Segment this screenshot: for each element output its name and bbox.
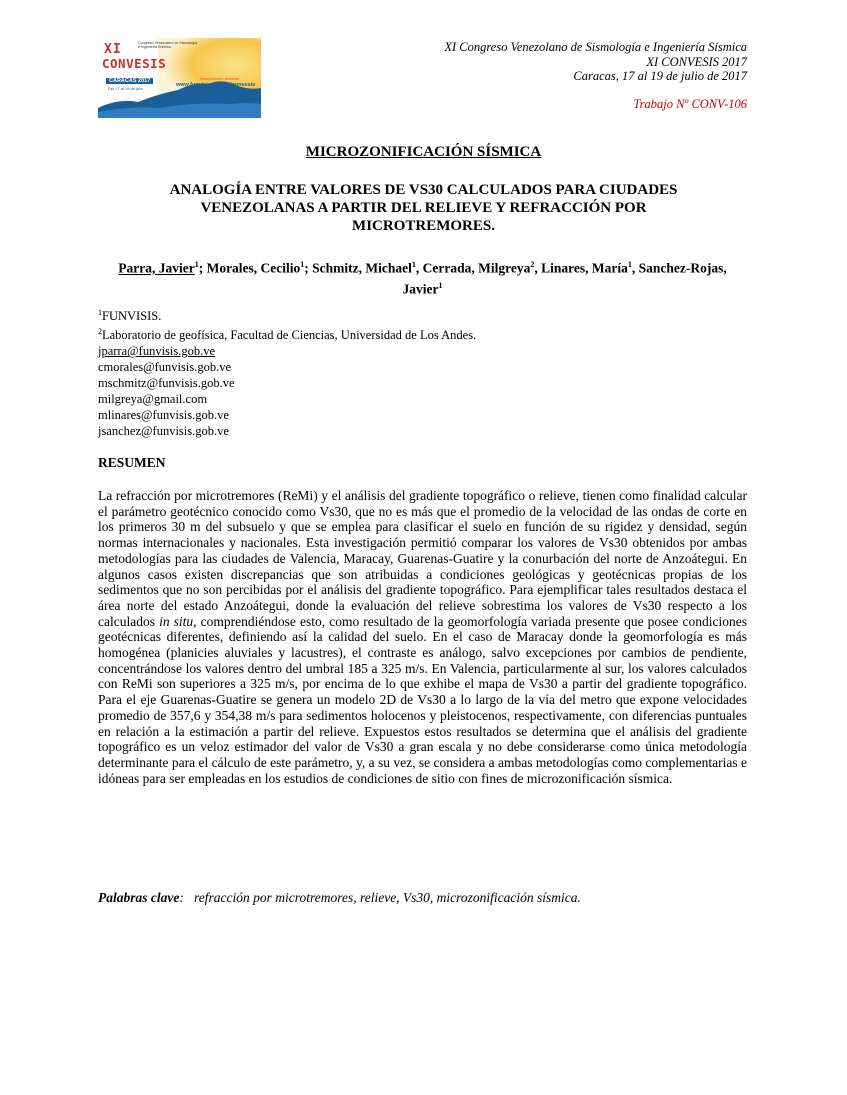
author-affiliation: 2 <box>530 260 535 269</box>
logo-name: CONVESIS <box>102 56 167 71</box>
author-name: Schmitz, Michael <box>312 260 412 276</box>
author-name: Linares, María <box>541 260 628 276</box>
author-affiliation: 1 <box>194 260 199 269</box>
paper-number: Trabajo Nº CONV-106 <box>633 97 747 111</box>
keywords-label: Palabras clave <box>98 890 180 905</box>
author-separator: ; <box>304 260 313 276</box>
email: milgreya@gmail.com <box>98 392 208 407</box>
keywords-colon: : <box>179 890 184 905</box>
logo-url: www.funvisis.gob.ve/convesis <box>176 82 256 88</box>
email: jsanchez@funvisis.gob.ve <box>98 424 229 439</box>
abstract-italic: in situ, <box>159 613 197 629</box>
abstract-body <box>98 488 747 786</box>
affiliation-text: Laboratorio de geofísica, Facultad de Ciencias, Universidad de Los Andes. <box>102 328 477 343</box>
author-name: Sanchez-Rojas, Javier <box>402 260 727 296</box>
author-affiliation: 1 <box>627 260 632 269</box>
abstract-text: La refracción por microtremores (ReMi) y el análisis del gradiente topográfico o relieve, tienen como finalidad calcular el parámetro geotécnico conocido como Vs30, que no es más que el promedio de la velocidad de las ondas de corte en los primeros 30 m del subsuelo y que se emplea para clasificar el suelo en función de su rigidez y densidad, según normas internacionales y nacionales. Esta investigación permitió comparar los valores de Vs30 obtenidos por ambas metodologías para las ciudades de Valencia, Maracay, Guarenas-Guatire y la conurbación del norte de Anzoátegui. En algunos casos existen discrepancias que son atribuidas a condiciones geológicas y geotécnicas propias de los sedimentos que no son percibidas por el análisis del gradiente topográfico. Para ejemplificar tales resultados destaca el área norte del estado Anzoátegui, donde la evaluación del relieve sobrestima los valores de Vs30 respecto a los calculados <box>98 488 747 629</box>
header-line-1: XI Congreso Venezolano de Sismología e Ingeniería Sísmica <box>444 40 747 54</box>
logo-xi: XI <box>104 42 122 57</box>
author-separator: , <box>631 260 639 276</box>
author-separator: ; <box>198 260 207 276</box>
affiliation-number: 2 <box>98 327 102 337</box>
email: mlinares@funvisis.gob.ve <box>98 408 229 423</box>
keywords-line <box>98 890 581 906</box>
abstract-heading: RESUMEN <box>98 455 166 470</box>
author-separator: , <box>415 260 423 276</box>
author-name: Morales, Cecilio <box>206 260 301 276</box>
author-name: Cerrada, Milgreya <box>422 260 531 276</box>
author-list <box>98 256 747 297</box>
affiliation-number: 1 <box>98 308 102 317</box>
author-affiliation: 1 <box>411 260 416 269</box>
affiliation-1 <box>98 305 476 324</box>
author-affiliation: 1 <box>300 260 305 269</box>
header-line-3: Caracas, 17 al 19 de julio de 2017 <box>573 69 747 83</box>
keywords-text: refracción por microtremores, relieve, Vs30, microzonificación sísmica. <box>193 890 581 905</box>
affiliation-text: FUNVISIS. <box>102 309 162 324</box>
author-affiliation: 1 <box>438 280 443 290</box>
author-separator: , <box>534 260 542 276</box>
email: cmorales@funvisis.gob.ve <box>98 360 232 375</box>
header-line-2: XI CONVESIS 2017 <box>646 54 747 69</box>
section-title: MICROZONIFICACIÓN SÍSMICA <box>305 144 542 160</box>
abstract-text: comprendiéndose esto, como resultado de la geomorfología variada presente que posee condiciones geotécnicas diferentes, definiendo así la calidad del suelo. En el caso de Maracay donde la geomorfología es más homogénea (planicies aluviales y lacustres), el contraste es análogo, salvo excepciones por cambios de pendiente, concentrándose los valores dentro del umbral 185 a 325 m/s. En Valencia, particularmente al sur, los valores calculados con ReMi son superiores a 325 m/s, por encima de lo que exhibe el mapa de Vs30 a partir del gradiente topográfico. Para el eje Guarenas-Guatire se genera un modelo 2D de Vs30 a lo largo de la vía del metro que expone velocidades promedio de 357,6 y 354,38 m/s para sedimentos holocenos y pleistocenos, respectivamente, con diferencias puntuales en relación a la estimación a partir del relieve. Expuestos estos resultados se determina que el análisis del gradiente topográfico es un veloz estimador del valor de Vs30 a gran escala y no debe considerarse como única metodología determinante para el cálculo de este parámetro, y, a su vez, se considera a ambas metodologías como complementarias e idóneas para ser empleadas en los estudios de condiciones de sitio con fines de microzonificación sísmica. <box>98 613 747 786</box>
paper-title: ANALOGÍA ENTRE VALORES DE VS30 CALCULADOS PARA CIUDADES VENEZOLANAS A PARTIR DEL RELIEVE Y REFRACCIÓN POR MICROTREMORES. <box>169 182 678 234</box>
affiliations-block <box>98 305 476 439</box>
logo-city: CARACAS 2017 <box>106 78 153 84</box>
email-link[interactable]: jparra@funvisis.gob.ve <box>98 344 216 359</box>
email: mschmitz@funvisis.gob.ve <box>98 376 235 391</box>
logo-dates: Del 17 al 19 de julio <box>108 86 144 91</box>
logo-inscriptions: Inscripciones abiertas <box>200 76 239 81</box>
logo-org: Congreso Venezolano de Sismología e Ingeniería Sísmica <box>138 41 198 49</box>
author-name: Parra, Javier <box>118 260 195 276</box>
affiliation-2 <box>98 324 476 343</box>
convesis-logo <box>98 38 261 118</box>
conference-header <box>444 40 747 84</box>
